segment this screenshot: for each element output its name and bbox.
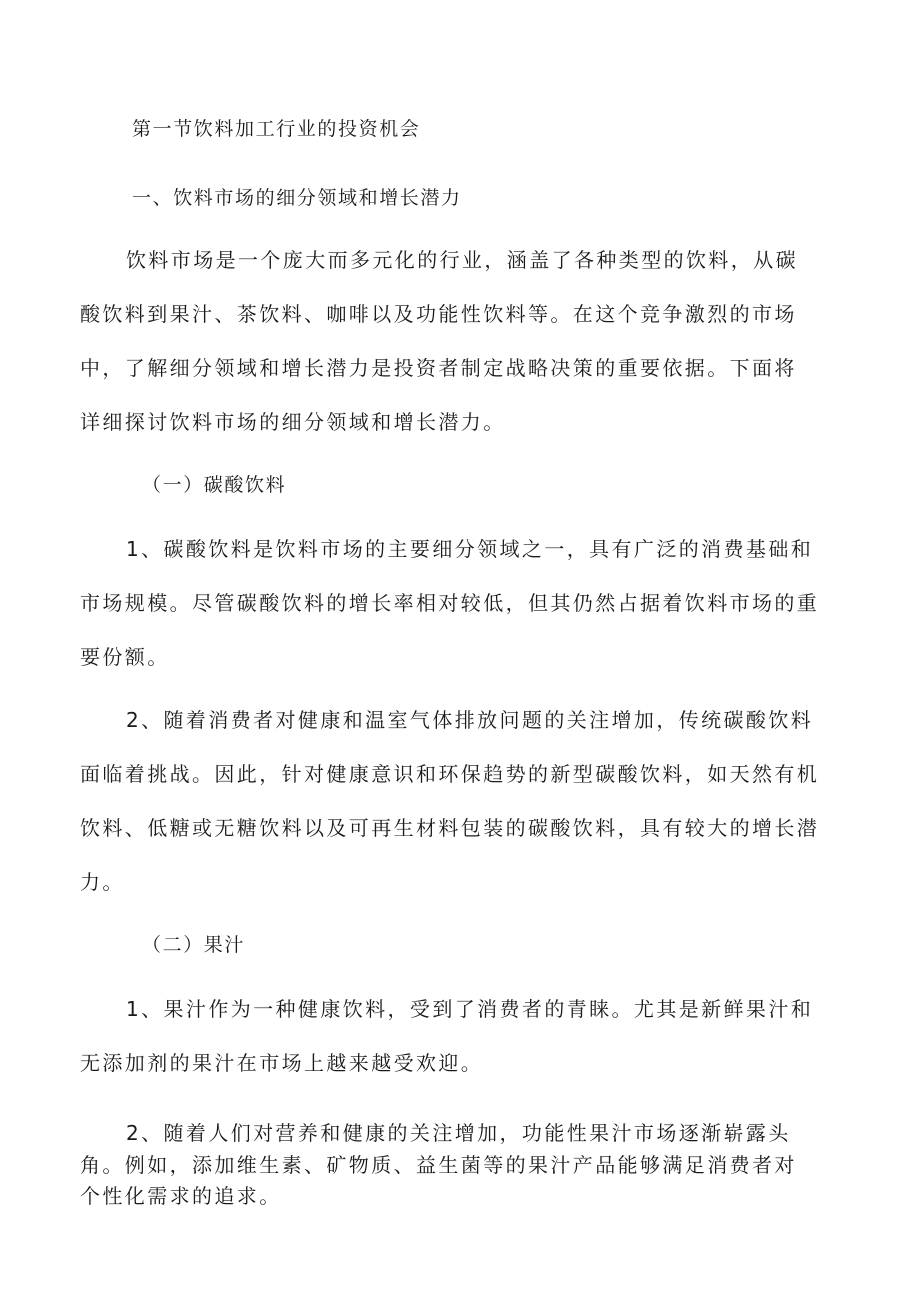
- paragraph-line: 中，了解细分领域和增长潜力是投资者制定战略决策的重要依据。下面将: [80, 356, 797, 380]
- paragraph-line: 个性化需求的追求。: [80, 1184, 282, 1208]
- paragraph-line: 角。例如，添加维生素、矿物质、益生菌等的果汁产品能够满足消费者对: [80, 1153, 797, 1177]
- subsection-title: 一、饮料市场的细分领域和增长潜力: [132, 187, 462, 209]
- paragraph-line: 力。: [80, 870, 125, 894]
- paragraph-line: 无添加剂的果汁在市场上越来越受欢迎。: [80, 1051, 484, 1075]
- paragraph-line: 饮料市场是一个庞大而多元化的行业，涵盖了各种类型的饮料，从碳: [126, 248, 798, 272]
- paragraph-line: 2、随着人们对营养和健康的关注增加，功能性果汁市场逐渐崭露头: [126, 1121, 791, 1145]
- paragraph-line: 市场规模。尽管碳酸饮料的增长率相对较低，但其仍然占据着饮料市场的重: [80, 591, 820, 615]
- paragraph-line: 1、果汁作为一种健康饮料，受到了消费者的青睐。尤其是新鲜果汁和: [126, 997, 814, 1021]
- category-heading-carbonated: （一）碳酸饮料: [142, 474, 287, 496]
- paragraph-line: 详细探讨饮料市场的细分领域和增长潜力。: [80, 410, 506, 434]
- paragraph-line: 2、随着消费者对健康和温室气体排放问题的关注增加，传统碳酸饮料: [126, 708, 814, 732]
- category-heading-juice: （二）果汁: [142, 934, 246, 956]
- paragraph-line: 1、碳酸饮料是饮料市场的主要细分领域之一，具有广泛的消费基础和: [126, 537, 814, 561]
- paragraph-line: 饮料、低糖或无糖饮料以及可再生材料包装的碳酸饮料，具有较大的增长潜: [80, 816, 820, 840]
- paragraph-line: 面临着挑战。因此，针对健康意识和环保趋势的新型碳酸饮料，如天然有机: [80, 762, 820, 786]
- paragraph-line: 酸饮料到果汁、茶饮料、咖啡以及功能性饮料等。在这个竞争激烈的市场: [80, 302, 797, 326]
- section-title: 第一节饮料加工行业的投资机会: [132, 118, 421, 140]
- paragraph-line: 要份额。: [80, 645, 170, 669]
